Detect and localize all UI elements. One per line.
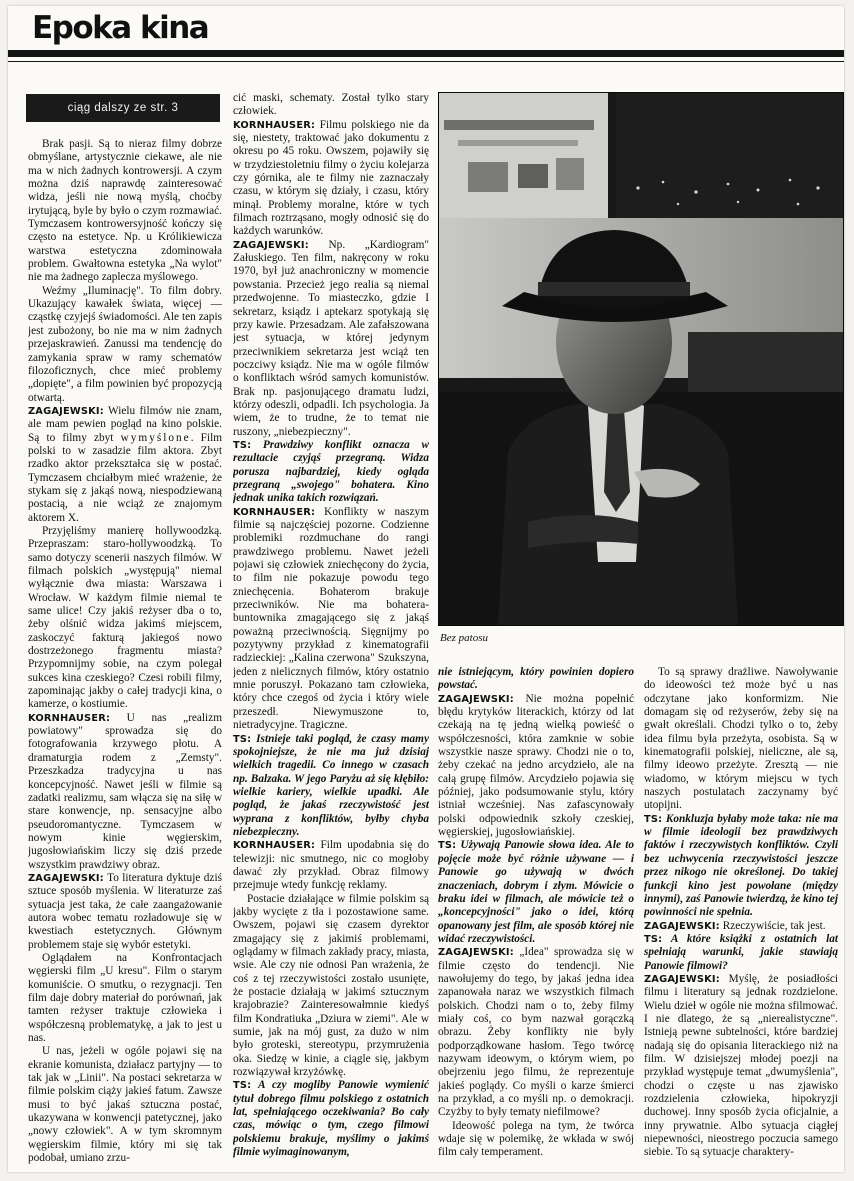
speaker-label: KORNHAUSER: [233, 119, 316, 131]
dialogue-paragraph [438, 839, 634, 946]
dialogue-paragraph [438, 693, 634, 840]
question-text: A które książki z ostatnich lat spełniają warunki, jakie stawiają Panowie filmowi? [644, 932, 838, 972]
question-text: Istnieje taki pogląd, że czasy mamy spokojniejsze, że nie ma już dzisiaj wielkich tragedii. Co innego w czasach np. Balzaka. W jego Paryżu aż się kłębiło: wielkie kariery, wielkie upadki. Ale pogląd, że jakaś rzeczywistość jest wyprana z konfliktów, byłby chyba niebezpieczny. [233, 732, 429, 838]
speaker-label: ZAGAJEWSKI: [28, 405, 104, 417]
dialogue-paragraph [233, 839, 429, 892]
emphasis-text: wymyślone [120, 431, 191, 444]
paragraph-text: Filmu polskiego nie da się, niestety, traktować jako dokumentu z okresu po 45 roku. Owszem, pojawiły się w trzydziestoletniu filmy o życiu kolejarza czy górnika, ale te filmy nie zaznaczały czasu, w którym się działy, i czasu, który minął. Problemy moralne, które w tych filmach roztrząsano, mogły odnosić się do każdych warunków. [233, 118, 429, 238]
paragraph: Oglądałem na Konfrontacjach węgierski film „U kresu". Film o starym komuniście. O smutku, o rezygnacji. Ten film daje dobry materiał do porównań, jak tamten reżyser traktuje człowieka i współczesną problematykę, a jak to jest u nas. [28, 951, 222, 1045]
paragraph-text: „Idea" sprowadza się w filmie często do tendencji. Nie nawołujemy do tego, by jakaś jedna idea zapanowała naraz we wszystkich filmach polskich. Chodzi nam o to, żeby filmy miały coś, co bym nazwał gorączką obrazu. Żeby konflikty nie były podporządkowane hasłom. Tego twórcę nazywam ideowym, o którym wiem, po obejrzeniu jego filmu, że reprezentuje jakieś poglądy. Co myśli o karze śmierci na przykład, a co myśli np. o demokracji. Czyżby to były tematy niefilmowe? [438, 946, 634, 1119]
dialogue-paragraph [233, 439, 429, 506]
article-column-3 [438, 666, 634, 1166]
paragraph: Ideowość polega na tym, że twórca wdaje się w polemikę, że wkłada w swój film cały temperament. [438, 1119, 634, 1159]
speaker-label: ZAGAJEWSKI: [28, 872, 104, 884]
dialogue-paragraph [644, 933, 838, 973]
header-rule-thick [8, 50, 844, 57]
speaker-label: ZAGAJEWSKI: [438, 693, 514, 705]
speaker-label: ZAGAJEWSKI: [644, 920, 720, 932]
article-photo [438, 92, 844, 626]
dialogue-paragraph [233, 119, 429, 239]
paragraph: U nas, jeżeli w ogóle pojawi się na ekranie komunista, działacz partyjny — to tak jak w „Linii". Na postaci sekretarza w filmie polskim ciąży jakieś fatum. Zawsze musi to być jakaś sztuczna postać, ukazywana w konwencji patetycznej, jako „nowy człowiek". A w tym skromnym węgierskim filmie, który mi się tak podobał, umiano zrzu- [28, 1045, 222, 1165]
speaker-label: TS: [233, 1080, 252, 1092]
dialogue-paragraph [644, 920, 838, 933]
header-rule-thin [8, 61, 844, 62]
dialogue-paragraph [644, 813, 838, 920]
paragraph: To są sprawy drażliwe. Nawoływanie do ideowości też może być u nas odczytane jako konformizm. Nie domagam się od reżyserów, żeby się na gwałt określali. Chodzi tylko o to, żeby idea filmu była przeżyta, osobista. Są w kinematografii polskiej, nieliczne, ale są, filmy ideowo przeżyte. Zresztą — nie wiadomo, w którym miejscu w tych naszych postulatach zaczynamy być utopijni. [644, 666, 838, 812]
question-text: A czy mogliby Panowie wymienić tytuł dobrego filmu polskiego z ostatnich lat, spełniającego oczekiwania? Bo cały czas, mówiąc o tym, czego filmowi polskiemu brakuje, myślimy o jakimś filmie wyimaginowanym, [233, 1079, 429, 1159]
article-column-4 [644, 666, 838, 1166]
question-text: Prawdziwy konflikt oznacza w rezultacie czyjąś przegraną. Widza porusza najbardziej, kiedy ogląda przegraną „swojego" bohatera. Kino jednak unika takich rozwiązań. [233, 438, 429, 505]
paragraph: Brak pasji. Są to nieraz filmy dobrze obmyślane, artystycznie ciekawe, ale nie ma w nich żadnych kontrowersji. A czym można dziś naprawdę zainteresować widza, jeśli nie nową myślą, choćby irytującą, byle by było o czym rozmawiać. Tymczasem kontrowersyjność kończy się często na estetyce. Np. u Królikiewicza warstwa estetyczna zdominowała problem. Gwałtowna estetyka „Na wylot" nie ma żadnego zaplecza myślowego. [28, 138, 222, 284]
speaker-label: ZAGAJEWSKI: [644, 973, 720, 985]
speaker-label: TS: [438, 840, 457, 852]
question-text: nie istniejącym, który powinien dopiero powstać. [438, 666, 634, 692]
dialogue-paragraph [28, 872, 222, 952]
continuation-label: ciąg dalszy ze str. 3 [26, 94, 220, 122]
speaker-label: KORNHAUSER: [28, 712, 111, 724]
speaker-label: KORNHAUSER: [233, 506, 316, 518]
dialogue-paragraph [644, 973, 838, 1160]
paragraph-text: Konflikty w naszym filmie są najczęściej pozorne. Codzienne problemiki rozdmuchane do rangi prawdziwego problemu. Nawet jeżeli pojawi się człowiek zniechęcony do życia, to film nie pokazuje powodu tego zniechęcenia. Bohaterom brakuje przeciwników. Nie ma bohatera-buntownika zmagającego się z jakąś poważną przeciwnością. Sięgnijmy po pozytywny przykład z kinematografii radzieckiej: „Kalina czerwona" Szukszyna, jeden z nielicznych filmów, który ostatnio mnie poruszył. Pokazano tam człowieka, który chce czegoś od życia i który wiele przeszedł. Niewymuszone to, nietradycyjne. Tragiczne. [233, 505, 429, 732]
speaker-label: TS: [233, 733, 252, 745]
paragraph: Przyjęliśmy manierę hollywoodzką. Przepraszam: staro-hollywoodzką. To samo dotyczy scenerii naszych filmów. W filmach polskich „występują" niemal wyłącznie dwa miasta: Warszawa i Wrocław. W każdym filmie niemal te same ulice! Czy jakiś reżyser dba o to, żeby olśnić widza jakimś miejscem, zaskoczyć fakturą jakiegoś nowo dostrzeżonego fragmentu miasta? Przypomnijmy sobie, na czym polegał sukces kina czeskiego? Czesi robili filmy, zapominając jakby o całej tradycji kina, o kamerze, o kostiumie. [28, 524, 222, 711]
photo-caption: Bez patosu [440, 632, 488, 644]
paragraph-text: Nie można popełnić błędu krytyków literackich, którzy od lat czekają na tę jedną wielką powieść o współczesności, która zamknie w sobie wszystkie nasze sprawy. Chodzi nie o to, żeby czekać na jedno arcydzieło, ale na całą grupę filmów. Arcydzieło pojawia się później, jako podsumowanie stylu, który istniał wcześniej. Nas zafascynowały polski odpowiednik szkoły czeskiej, węgierskiej, jugosłowiańskiej. [438, 692, 634, 839]
speaker-label: KORNHAUSER: [233, 840, 316, 852]
paragraph-text: Rzeczywiście, tak jest. [719, 919, 826, 932]
paragraph: cić maski, schematy. Został tylko stary człowiek. [233, 92, 429, 118]
dialogue-paragraph [438, 946, 634, 1119]
paragraph-text: Np. „Kardiogram" Załuskiego. Ten film, nakręcony w roku 1970, był już anachroniczny w momencie powstania. Przecież jego realia są niemal przedwojenne. To miasteczko, gdzie I sekretarz, ksiądz i aptekarz spotykają się przy kawie. Przesadzam. Ale zafałszowana jest sytuacja, w której jedynym przeciwnikiem sekretarza jest wciąż ten poczciwy ksiądz. Nie ma w ogóle filmów o konfliktach wśród samych komunistów. Brak np. pasjonującego dramatu ludzi, którzy odeszli, odpadli. Ich psychologia. Ja wiem, że to trudne, że to temat nie ruszony, „niebezpieczny". [233, 238, 429, 438]
dialogue-paragraph [28, 712, 222, 872]
paragraph-text: . Film polski to w zasadzie film aktora. Zbyt rzadko aktor przekształca się w postać. Tymczasem chciałbym mieć wrażenie, że stykam się z jakąś nową, niespodziewaną postacią, a nie wciąż ze znajomym aktorem X. [28, 431, 222, 524]
page-header [8, 6, 844, 54]
paragraph-text: U nas „realizm powiatowy" sprowadza się do fotografowania krzywego płotu. A dramaturgia rodem z „Zemsty". Przeszkadza tradycyjna u nas koncepcyjność. Nawet jeśli w filmie są zadatki realizmu, sam włącza się na siłę w stare konwencje, np. sensacyjne albo pseudoromantyczne. Tymczasem w nowym kinie węgierskim, jugosłowiańskim liczy się dziś przede wszystkim prawdziwy obraz. [28, 711, 222, 871]
dialogue-paragraph [233, 506, 429, 733]
question-text: Używają Panowie słowa idea. Ale to pojęcie może być różnie używane — i Panowie go używają w dwóch znaczeniach, dobrym i złym. Mówicie o braku idei w filmach, ale mówicie też o „koncepcyjności" jako o idei, którą opanowany jest film, ale sposób której nie widać rzeczywistości. [438, 839, 634, 945]
paragraph-text: Film upodabnia się do telewizji: nic smutnego, nic co mogłoby dawać zły przykład. Obraz filmowy przejmuje wtedy funkcję reklamy. [233, 839, 429, 892]
magazine-page [8, 6, 844, 1172]
question-text: Konkluzja byłaby może taka: nie ma w filmie ideologii bez prawdziwych faktów i rzeczywistych konfliktów. Czyli bez uchwycenia rzeczywistości jeszcze przez nikogo nie określonej. Do takiej funkcji kino jest powołane (między innymi), zaś Panowie twierdzą, że kino tej powinności nie spełnia. [644, 812, 838, 919]
paragraph-text: Myślę, że posiadłości filmu i literatury są jednak rozdzielone. Wielu dzieł w ogóle nie można sfilmować. I nie dlatego, że są „nierealistyczne". Istnieją pewne subtelności, które bardziej nadają się do opisania literackiego niż na film. W dzisiejszej młodej poezji na przykład występuje temat „dwumyślenia", chodzi o częste u nas zjawisko rozdzielenia człowieka, hipokryzji duchowej. Inny sposób życia oficjalnie, a inny prywatnie. Albo sytuacja ciągłej niepewności, nieostrego poczucia samego siebie. To są sytuacje charaktery- [644, 972, 838, 1159]
dialogue-paragraph [233, 733, 429, 840]
photo-man-in-hat [438, 92, 844, 626]
section-title: Epoka kina [32, 10, 209, 46]
dialogue-paragraph [233, 239, 429, 439]
speaker-label: ZAGAJEWSKI: [438, 947, 514, 959]
paragraph-text: To literatura dyktuje dziś sztuce sposób myślenia. W literaturze zaś sytuacja jest taka, że całe zaangażowanie autora wobec tematu rozładowuje się w kwestiach estetycznych. Głównym problemem staje się wybór estetyki. [28, 871, 222, 951]
speaker-label: TS: [233, 439, 252, 451]
paragraph: Postacie działające w filmie polskim są jakby wycięte z tła i pozostawione same. Owszem, pojawi się czasem dyrektor zmagający się z jakimiś problemami, oglądamy w filmach zakłady pracy, miasta, wsie. Ale czy nie odnosi Pan wrażenia, że coś z tej rzeczywistości zostało usunięte, że postacie działają w jakimś sztucznym krajobrazie? Zainteresowałmnie kiedyś film Kondratiuka „Dziura w ziemi". Ale w sumie, jak na mój gust, za dużo w nim było groteski, stereotypu, przymrużenia oka. Siedzę w kinie, a ciągle się, jakbym rozwiązywał krzyżówkę. [233, 892, 429, 1079]
paragraph: Weźmy „Iluminację". To film dobry. Ukazujący kawałek świata, więcej — cząstkę czyjejś świadomości. Ale ten zapis jest zubożony, bo nie ma w nim żadnych przejaskrawień. Zanussi ma tendencję do zamykania spraw w ramy schematów filozoficznych, chce mieć problemy „dopięte", a film powinien być propozycją otwartą. [28, 284, 222, 404]
article-column-1 [28, 138, 222, 1168]
paragraph-text: Wielu filmów nie znam, ale mam pewien pogląd na kino polskie. Są to filmy zbyt [28, 404, 222, 444]
speaker-label: TS: [644, 933, 663, 945]
speaker-label: ZAGAJEWSKI: [233, 239, 309, 251]
speaker-label: TS: [644, 813, 663, 825]
dialogue-paragraph [28, 405, 222, 525]
dialogue-paragraph [233, 1079, 429, 1159]
article-column-2 [233, 92, 429, 1168]
